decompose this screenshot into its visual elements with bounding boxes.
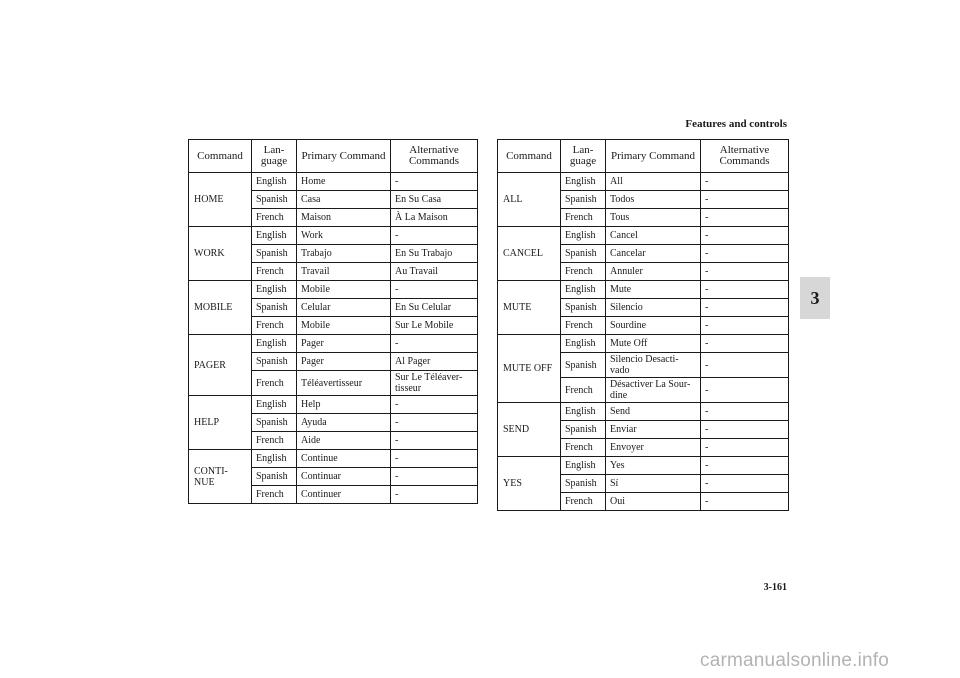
language-cell: English	[252, 227, 297, 245]
primary-command-cell: Yes	[606, 457, 701, 475]
language-cell: English	[252, 335, 297, 353]
primary-command-cell: Sourdine	[606, 317, 701, 335]
primary-command-cell: Send	[606, 403, 701, 421]
command-cell: PAGER	[189, 335, 252, 396]
primary-command-cell: Mute	[606, 281, 701, 299]
language-cell: French	[252, 317, 297, 335]
alternative-command-cell: -	[701, 245, 789, 263]
alternative-command-cell: -	[701, 335, 789, 353]
primary-command-cell: Mobile	[297, 281, 391, 299]
primary-command-cell: Continuar	[297, 468, 391, 486]
table-row	[498, 457, 789, 475]
language-cell: English	[252, 173, 297, 191]
primary-command-cell: Annuler	[606, 263, 701, 281]
language-cell: French	[561, 378, 606, 403]
language-cell: Spanish	[252, 191, 297, 209]
primary-command-cell: Tous	[606, 209, 701, 227]
alternative-command-cell: -	[701, 439, 789, 457]
alternative-command-cell: En Su Casa	[391, 191, 478, 209]
language-cell: French	[561, 439, 606, 457]
table-row	[189, 227, 478, 245]
language-cell: French	[561, 209, 606, 227]
table-row	[189, 281, 478, 299]
alternative-command-cell: -	[701, 299, 789, 317]
alternative-command-cell: -	[701, 173, 789, 191]
language-cell: Spanish	[561, 245, 606, 263]
primary-command-cell: Désactiver La Sour- dine	[606, 378, 701, 403]
language-cell: French	[252, 432, 297, 450]
language-cell: English	[561, 281, 606, 299]
voice-commands-table-left	[188, 139, 478, 504]
primary-command-cell: Pager	[297, 353, 391, 371]
alternative-command-cell: -	[391, 281, 478, 299]
col-header-command: Command	[189, 140, 252, 173]
language-cell: French	[561, 263, 606, 281]
primary-command-cell: Enviar	[606, 421, 701, 439]
alternative-command-cell: À La Maison	[391, 209, 478, 227]
alternative-command-cell: -	[391, 450, 478, 468]
alternative-command-cell: -	[701, 209, 789, 227]
alternative-command-cell: -	[701, 378, 789, 403]
command-cell: MUTE OFF	[498, 335, 561, 403]
table-row	[189, 396, 478, 414]
language-cell: Spanish	[252, 468, 297, 486]
table-row	[498, 227, 789, 245]
language-cell: French	[252, 486, 297, 504]
language-cell: Spanish	[561, 353, 606, 378]
primary-command-cell: Celular	[297, 299, 391, 317]
alternative-command-cell: Au Travail	[391, 263, 478, 281]
language-cell: French	[561, 317, 606, 335]
language-cell: English	[561, 227, 606, 245]
command-cell: HELP	[189, 396, 252, 450]
command-cell: SEND	[498, 403, 561, 457]
language-cell: English	[252, 281, 297, 299]
primary-command-cell: Aide	[297, 432, 391, 450]
col-header-language: Lan- guage	[561, 140, 606, 173]
table-row	[189, 335, 478, 353]
table-header-row	[189, 140, 478, 173]
language-cell: Spanish	[252, 414, 297, 432]
alternative-command-cell: -	[701, 493, 789, 511]
primary-command-cell: Help	[297, 396, 391, 414]
primary-command-cell: Todos	[606, 191, 701, 209]
table-row	[189, 450, 478, 468]
language-cell: Spanish	[252, 299, 297, 317]
alternative-command-cell: -	[701, 421, 789, 439]
alternative-command-cell: -	[391, 227, 478, 245]
primary-command-cell: Travail	[297, 263, 391, 281]
col-header-primary-command: Primary Command	[606, 140, 701, 173]
page-header: Features and controls	[685, 118, 787, 130]
primary-command-cell: Trabajo	[297, 245, 391, 263]
command-cell: YES	[498, 457, 561, 511]
alternative-command-cell: -	[391, 173, 478, 191]
alternative-command-cell: En Su Celular	[391, 299, 478, 317]
alternative-command-cell: -	[391, 468, 478, 486]
primary-command-cell: Oui	[606, 493, 701, 511]
alternative-command-cell: Al Pager	[391, 353, 478, 371]
language-cell: French	[252, 263, 297, 281]
command-cell: CANCEL	[498, 227, 561, 281]
alternative-command-cell: -	[701, 353, 789, 378]
primary-command-cell: Pager	[297, 335, 391, 353]
col-header-language: Lan- guage	[252, 140, 297, 173]
primary-command-cell: Mute Off	[606, 335, 701, 353]
primary-command-cell: Cancelar	[606, 245, 701, 263]
command-cell: WORK	[189, 227, 252, 281]
command-cell: MOBILE	[189, 281, 252, 335]
primary-command-cell: Casa	[297, 191, 391, 209]
alternative-command-cell: En Su Trabajo	[391, 245, 478, 263]
primary-command-cell: Mobile	[297, 317, 391, 335]
language-cell: Spanish	[561, 191, 606, 209]
command-cell: CONTI- NUE	[189, 450, 252, 504]
command-cell: ALL	[498, 173, 561, 227]
watermark: carmanualsonline.info	[700, 650, 890, 671]
primary-command-cell: Téléavertisseur	[297, 371, 391, 396]
alternative-command-cell: -	[391, 486, 478, 504]
language-cell: French	[252, 371, 297, 396]
language-cell: Spanish	[561, 475, 606, 493]
primary-command-cell: Silencio Desacti- vado	[606, 353, 701, 378]
table-row	[498, 335, 789, 353]
primary-command-cell: Home	[297, 173, 391, 191]
primary-command-cell: Cancel	[606, 227, 701, 245]
command-cell: MUTE	[498, 281, 561, 335]
alternative-command-cell: -	[701, 317, 789, 335]
language-cell: Spanish	[252, 353, 297, 371]
language-cell: English	[252, 450, 297, 468]
alternative-command-cell: -	[391, 432, 478, 450]
language-cell: English	[561, 335, 606, 353]
primary-command-cell: Envoyer	[606, 439, 701, 457]
primary-command-cell: Continue	[297, 450, 391, 468]
table-row	[189, 173, 478, 191]
alternative-command-cell: -	[391, 414, 478, 432]
alternative-command-cell: -	[701, 403, 789, 421]
page-number: 3-161	[763, 582, 787, 593]
section-tab: 3	[800, 277, 830, 319]
col-header-command: Command	[498, 140, 561, 173]
primary-command-cell: Continuer	[297, 486, 391, 504]
table-row	[498, 281, 789, 299]
primary-command-cell: Ayuda	[297, 414, 391, 432]
voice-commands-table-right	[497, 139, 789, 511]
language-cell: English	[561, 457, 606, 475]
language-cell: English	[561, 173, 606, 191]
table-row	[498, 173, 789, 191]
alternative-command-cell: -	[701, 475, 789, 493]
primary-command-cell: Maison	[297, 209, 391, 227]
language-cell: English	[561, 403, 606, 421]
alternative-command-cell: -	[701, 263, 789, 281]
alternative-command-cell: -	[701, 281, 789, 299]
table-header-row	[498, 140, 789, 173]
language-cell: French	[252, 209, 297, 227]
command-cell: HOME	[189, 173, 252, 227]
alternative-command-cell: -	[701, 227, 789, 245]
language-cell: Spanish	[561, 421, 606, 439]
col-header-primary-command: Primary Command	[297, 140, 391, 173]
language-cell: French	[561, 493, 606, 511]
alternative-command-cell: -	[391, 396, 478, 414]
alternative-command-cell: -	[391, 335, 478, 353]
primary-command-cell: Work	[297, 227, 391, 245]
alternative-command-cell: -	[701, 191, 789, 209]
language-cell: Spanish	[561, 299, 606, 317]
alternative-command-cell: Sur Le Téléaver- tisseur	[391, 371, 478, 396]
language-cell: Spanish	[252, 245, 297, 263]
table-row	[498, 403, 789, 421]
alternative-command-cell: Sur Le Mobile	[391, 317, 478, 335]
primary-command-cell: Sí	[606, 475, 701, 493]
col-header-alternative-commands: Alternative Commands	[701, 140, 789, 173]
primary-command-cell: Silencio	[606, 299, 701, 317]
col-header-alternative-commands: Alternative Commands	[391, 140, 478, 173]
alternative-command-cell: -	[701, 457, 789, 475]
language-cell: English	[252, 396, 297, 414]
primary-command-cell: All	[606, 173, 701, 191]
